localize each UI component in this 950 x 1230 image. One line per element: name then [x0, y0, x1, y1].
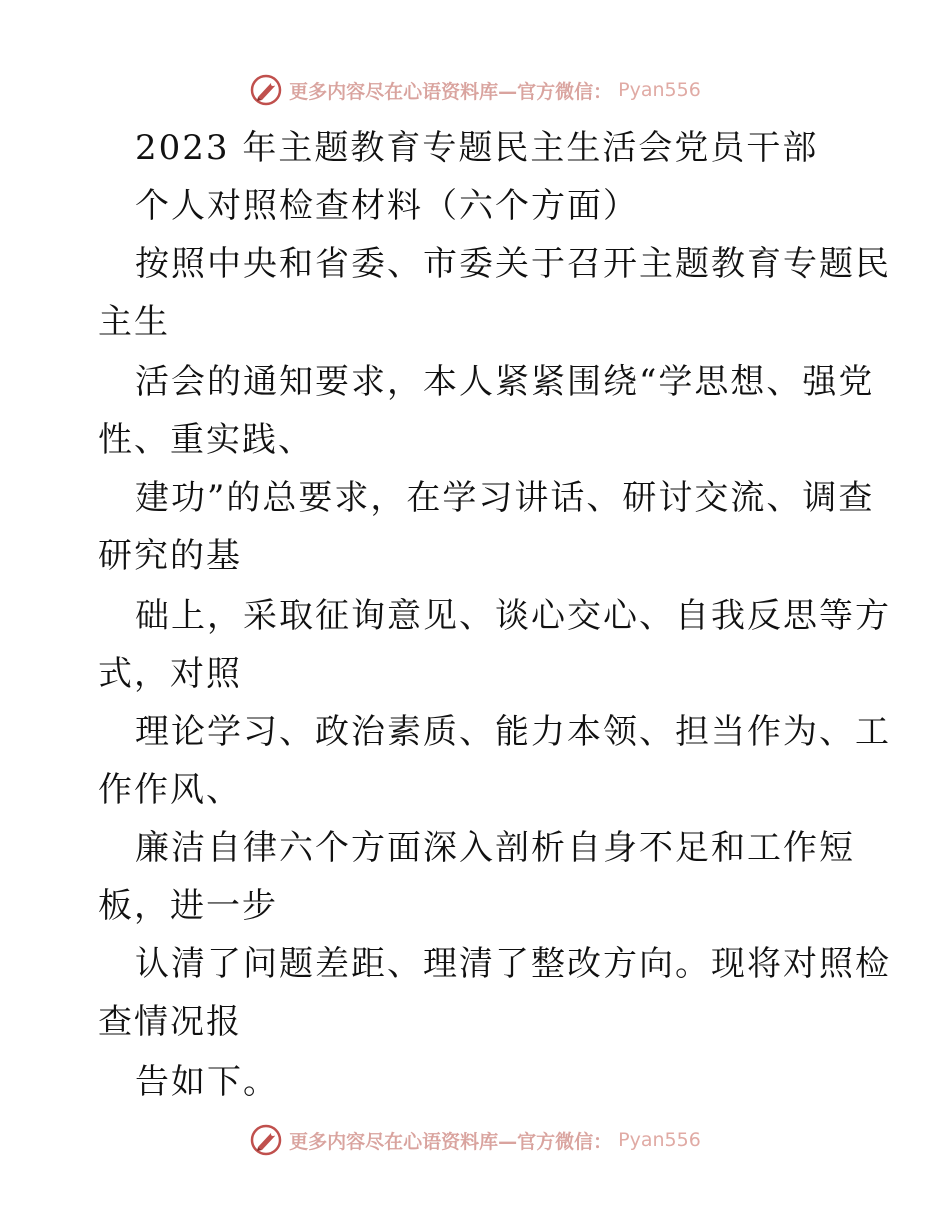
paragraph-line: 研究的基 — [98, 536, 242, 576]
pen-logo-icon — [249, 1123, 283, 1157]
paragraph-line: 性、重实践、 — [98, 420, 314, 460]
paragraph-line: 廉洁自律六个方面深入剖析自身不足和工作短 — [135, 828, 855, 868]
paragraph-line: 式，对照 — [98, 654, 242, 694]
watermark-text: 更多内容尽在心语资料库—官方微信： — [289, 1130, 613, 1153]
paragraph-line: 告如下。 — [135, 1062, 279, 1102]
paragraph-line: 作作风、 — [98, 770, 242, 810]
header-watermark — [0, 70, 950, 110]
paragraph-line: 础上，采取征询意见、谈心交心、自我反思等方 — [135, 596, 891, 636]
document-title-line-2: 个人对照检查材料（六个方面） — [135, 186, 639, 226]
paragraph-line: 主生 — [98, 302, 170, 342]
paragraph-line: 认清了问题差距、理清了整改方向。现将对照检 — [135, 944, 891, 984]
document-title-line-1: 2023 年主题教育专题民主生活会党员干部 — [135, 128, 819, 168]
paragraph-line: 按照中央和省委、市委关于召开主题教育专题民 — [135, 244, 891, 284]
pen-logo-icon — [249, 73, 283, 107]
paragraph-line: 理论学习、政治素质、能力本领、担当作为、工 — [135, 712, 891, 752]
watermark-wechat-id: Pyan556 — [618, 79, 701, 101]
paragraph-line: 板，进一步 — [98, 886, 278, 926]
watermark-wechat-id: Pyan556 — [618, 1129, 701, 1151]
footer-watermark — [0, 1120, 950, 1160]
paragraph-line: 建功”的总要求，在学习讲话、研讨交流、调查 — [135, 478, 875, 518]
watermark-text: 更多内容尽在心语资料库—官方微信： — [289, 80, 613, 103]
paragraph-line: 活会的通知要求，本人紧紧围绕“学思想、强党 — [135, 362, 875, 402]
paragraph-line: 查情况报 — [98, 1002, 242, 1042]
